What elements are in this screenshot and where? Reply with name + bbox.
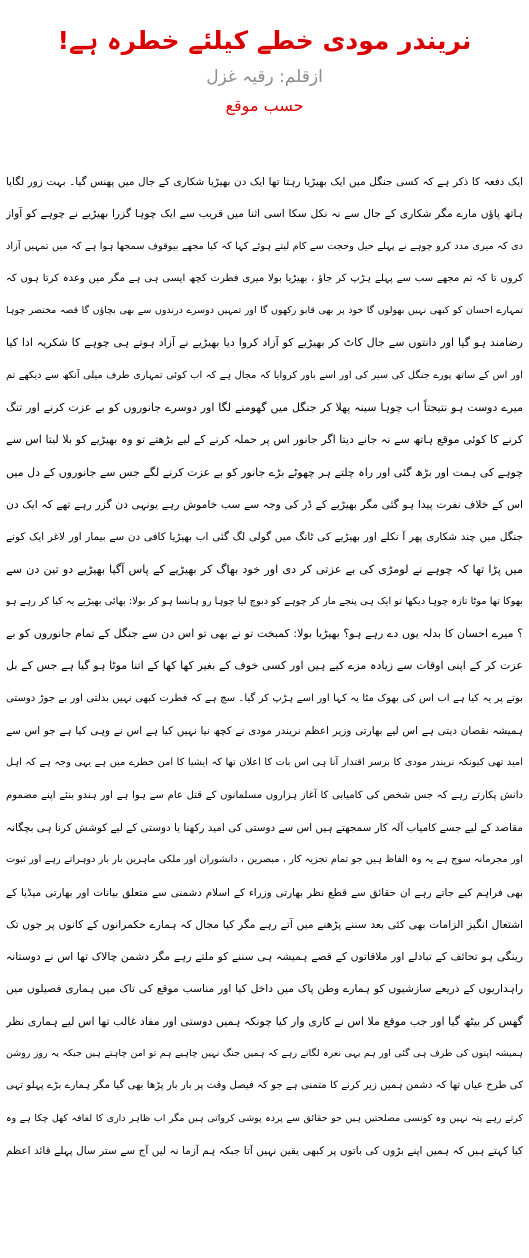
body-line: تمہارے احسان کو کبھی نہیں بھولوں گا خود پر بھی قابو رکھوں گا اور تمہیں دوسرے درندوں سے بھی بچاؤں گا قصہ مختصر چوہا (6, 305, 523, 317)
body-line: ہاتھ پاؤں مارے مگر شکاری کے جال سے نہ نکل سکا اسی اثنا میں قریب سے ایک چوہا گزرا بھیڑیے نے چوہے کو آواز (6, 207, 523, 221)
body-line: ایک دفعہ کا ذکر ہے کہ کسی جنگل میں ایک بھیڑیا رہتا تھا ایک دن بھیڑیا شکاری کے جال میں پھنس گیا۔ بہت زور لگایا (6, 176, 523, 188)
body-line: اور اس کے ساتھ پورے جنگل کی سیر کی اور اسے باور کروایا کہ مجال ہے کہ اب کوئی تمہاری طرف میلی آنکھ سے دیکھے تم (6, 369, 523, 381)
body-line: کرتے رہے پتہ نہیں وہ کونسی مصلحتیں ہیں جو حقائق سے پردہ پوشی کرواتی ہیں مگر اب ظاہر داری کا لفافہ کھل چکا ہے وہ (6, 1112, 523, 1124)
body-line: چوہے کی ہمت اور بڑھ گئی اور راہ چلتے ہر چھوٹے بڑے جانور کو بے عزت کرنے لگے جس سے جانوروں کے دل میں (6, 465, 523, 479)
article-body (6, 166, 523, 1167)
body-line: دانش پکارتے رہے کہ جس شخص کی کامیابی کا آغاز ہزاروں مسلمانوں کے قتل عام سے ہوا ہے اور ہندو بنئے اپنے مضموم (6, 789, 523, 801)
body-line: میں پڑا تھا کہ چوہے نے لومڑی کی بے عزتی کر دی اور خود بھاگ کر بھیڑیے کے پاس آگیا بھیڑیے دو تین دن سے (6, 562, 523, 576)
body-line: بھی فراہم کیے جاتے رہے ان حقائق سے قطع نظر بھارتی وزراء کے اسلام دشمنی سے متعلق بیانات اور بھارتی میڈیا کے (6, 886, 523, 899)
body-line: کروں تا کہ تم مجھے سب سے پہلے ہڑپ کر جاؤ ، بھیڑیا بولا میری فطرت کچھ ایسی ہی ہے مگر میں وعدہ کرتا ہوں کہ (6, 272, 523, 284)
body-line: رینگی ہو تحائف کے تبادلے اور ملاقاتوں کے قصے ہمیشہ ہی سننے کو ملتے رہے مگر دشمن چالاک تھا اس نے دوستانہ (6, 950, 523, 964)
body-line: امید تھی کیونکہ نریندر مودی کا برسر اقتدار آنا ہی اس بات کا اعلان تھا کہ ایشیا کا امن خطرے میں ہے یہی وجہ ہے کہ اہل (6, 757, 523, 769)
column-name: حسب موقع (225, 96, 304, 115)
body-line: اس کے خلاف نفرت پیدا ہو گئی مگر بھیڑیے کے ڈر کی وجہ سے سب خاموش رہے یونہی دن گزر رہے تھے کہ ایک دن (6, 497, 523, 511)
body-line: جنگل میں چند شکاری پھر آ نکلے اور بھیڑیے کی ٹانگ میں گولی لگ گئی اب بھیڑیا کافی دن سے بیمار اور لاغر ایک کونے (6, 531, 523, 544)
body-line: ہمیشہ اپنوں کی طرف ہی گئی اور ہم یہی نعرہ لگاتے رہے کہ ہمیں جنگ نہیں چاہیے ہم تو امن چاہتے ہیں جبکہ یہ روز روشن (6, 1048, 523, 1060)
body-line: گھس کر بیٹھ گیا اور جب موقع ملا اس نے کاری وار کیا چونکہ ہمیں دوستی اور مفاد غالب تھا اس لیے ہماری نظر (6, 1014, 523, 1028)
body-line: کی طرح عیاں تھا کہ دشمن ہمیں زیر کرنے کا متمنی ہے جو کہ فیصل وقت پر بار بار پڑھا بھی گیا مگر ہمارے بڑے پہلو تہی (6, 1080, 523, 1092)
body-line: ہمیشہ نقصان دیتی ہے اس لیے بھارتی وزیر اعظم نریندر مودی نے کچھ نیا نہیں کیا ہے اس نے وہی کیا ہے جو اس سے (6, 725, 523, 738)
body-line: اشتعال انگیز الزامات بھی کئی بعد سننے پڑھنے میں آتے رہے مگر کیا مجال کہ ہمارے حکمرانوں کے کانوں پر جوں تک (6, 917, 523, 931)
body-line: اور مجرمانہ سوچ ہے یہ وہ الفاظ ہیں جو تمام تجزیہ کار ، مبصرین ، دانشوران اور ملکی ماہرین بار بار دوہراتے رہے اور ثبوت (6, 854, 523, 866)
body-line: عزت کر کے اپنی اوقات سے زیادہ مزے کیے ہیں اور کسی خوف کے بغیر کھا کھا کے اتنا موٹا ہو گیا ہے جس کے بل (6, 659, 523, 673)
body-line: بوتے پر یہ کیا ہے اب اس کی بھوک مٹا یہ کہا اور اسے ہڑپ کر گیا۔ سچ ہے کہ فطرت کبھی نہیں بدلتی اور بے جوڑ دوستی (6, 692, 523, 704)
body-line: کیا کہتے ہیں کہ ہمیں اپنے بڑوں کی باتوں پر کبھی یقین نہیں آتا جبکہ ہم آزما نہ لیں آج سے ستر سال پہلے قائد اعظم (6, 1144, 523, 1157)
article-author: ازقلم: رقیہ غزل (206, 67, 323, 87)
body-line: کرنے کا کوئی موقع ہاتھ سے نہ جانے دیتا اگر جانور اس پر حملہ کرنے کے لیے بڑھتے تو وہ بھیڑیے کو بلا لیتا اس سے (6, 433, 523, 447)
body-line: راہداریوں کے ذریعے سازشیوں کو ہمارے وطن پاک میں داخل کیا اور مناسب موقع کی تاک میں ہماری فصیلوں میں (6, 982, 523, 996)
body-line: مقاصد کے لیے جسے کامیاب آلہ کار سمجھتے ہیں اس سے دوستی کی امید رکھنا یا دوستی کے لیے کوشش کرنا ہی بچگانہ (6, 821, 523, 834)
article-headline: نریندر مودی خطے کیلئے خطرہ ہے! (57, 26, 472, 55)
body-line: رضامند ہو گیا اور دانتوں سے جال کاٹ کر بھیڑیے کو آزاد کروا دیا بھیڑیے نے آزاد ہوتے ہی چوہے کا شکریہ ادا کیا (6, 336, 523, 350)
body-line: بھوکا تھا موٹا تازہ چوہا دیکھا تو ایک ہی پنجے مار کر چوہے کو دبوچ لیا چوہا رو ہانسا ہو کر بولا: بھائی بھیڑیے یہ کیا کر رہے ہو (6, 595, 523, 607)
body-line: میرے دوست ہو نتیجتاً اب چوہا سینہ پھلا کر جنگل میں گھومنے لگا اور دوسرے جانوروں کو بے عزت کرنے اور تنگ (6, 401, 523, 415)
body-line: دی کہ میری مدد کرو چوہے نے پہلے حیل وحجت سے کام لیتے ہوئے کہا کہ کیا مجھے بیوقوف سمجھا ہوا ہے کہ میں تمہیں آزاد (6, 240, 523, 252)
body-line: ؟ میرے احسان کا بدلہ یوں دے رہے ہو؟ بھیڑیا بولا: کمبخت تو نے بھی تو اس دن سے جنگل کے تمام جانوروں کو بے (6, 627, 523, 641)
